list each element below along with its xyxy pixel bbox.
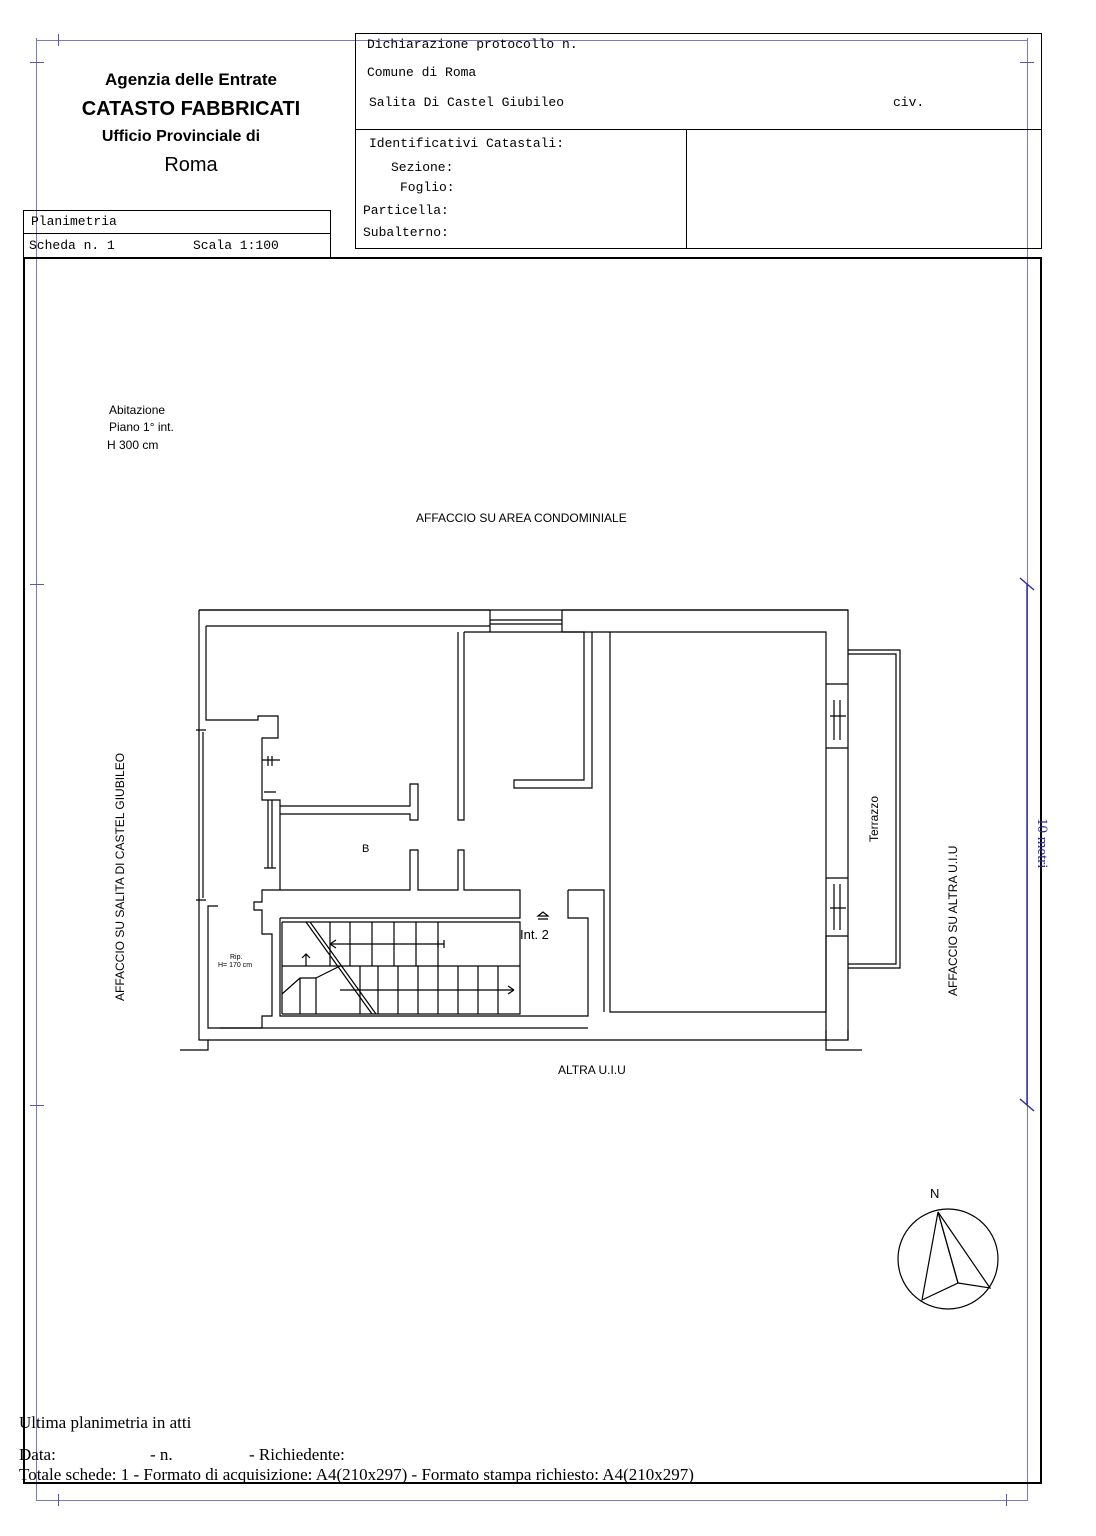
scala-label: Scala 1:100	[193, 238, 279, 253]
rip-height-label: H= 170 cm	[218, 962, 253, 969]
footer-richiedente: - Richiedente:	[249, 1445, 345, 1464]
guide-bottom	[36, 1500, 1028, 1501]
comune-label: Comune di Roma	[367, 65, 477, 80]
identifiers-divider	[686, 129, 687, 249]
particella-label: Particella:	[363, 203, 449, 218]
office-name: Ufficio Provinciale di	[101, 128, 261, 145]
int-label: Int. 2	[520, 927, 549, 942]
unit-type: Abitazione	[109, 403, 166, 417]
ultima-planimetria: Ultima planimetria in atti	[19, 1413, 192, 1432]
catasto-title: CATASTO FABBRICATI	[81, 98, 301, 120]
top-facing-label: AFFACCIO SU AREA CONDOMINIALE	[416, 511, 627, 525]
protocollo-label: Dichiarazione protocollo n.	[367, 37, 578, 52]
sezione-label: Sezione:	[391, 160, 454, 175]
sheet-box-divider	[24, 233, 330, 234]
scheda-label: Scheda n. 1	[29, 238, 115, 253]
civ-label: civ.	[893, 95, 925, 110]
drawing-frame	[23, 257, 1042, 1484]
declaration-divider	[356, 129, 1041, 130]
unit-height: H 300 cm	[107, 438, 159, 452]
guide-tick	[1006, 1494, 1007, 1506]
planimetria-label: Planimetria	[31, 214, 117, 229]
identifiers-title: Identificativi Catastali:	[369, 136, 565, 151]
agency-name: Agenzia delle Entrate	[105, 70, 277, 89]
footer-totale: Totale schede: 1 - Formato di acquisizione: A4(210x297) - Formato stampa richiesto: A4(210x297)	[19, 1465, 694, 1484]
subalterno-label: Subalterno:	[363, 225, 449, 240]
address-label: Salita Di Castel Giubileo	[369, 95, 565, 110]
unit-floor: Piano 1° int.	[109, 420, 174, 434]
foglio-label: Foglio:	[400, 180, 455, 195]
footer-n: - n.	[150, 1445, 173, 1464]
right-facing-label: AFFACCIO SU ALTRA U.I.U	[946, 845, 960, 996]
office-city: Roma	[164, 154, 218, 176]
north-label: N	[930, 1186, 940, 1201]
terrace-label: Terrazzo	[867, 795, 881, 842]
left-facing-label: AFFACCIO SU SALITA DI CASTEL GIUBILEO	[113, 752, 127, 1001]
guide-tick	[30, 62, 44, 63]
room-b-label: B	[362, 843, 370, 855]
guide-tick	[58, 34, 59, 46]
scale-bar-label: 10 metri	[1034, 818, 1050, 869]
guide-tick	[58, 1494, 59, 1506]
bottom-facing-label: ALTRA U.I.U	[558, 1063, 626, 1077]
footer-data: Data:	[19, 1445, 56, 1464]
rip-label: Rip.	[230, 954, 243, 961]
